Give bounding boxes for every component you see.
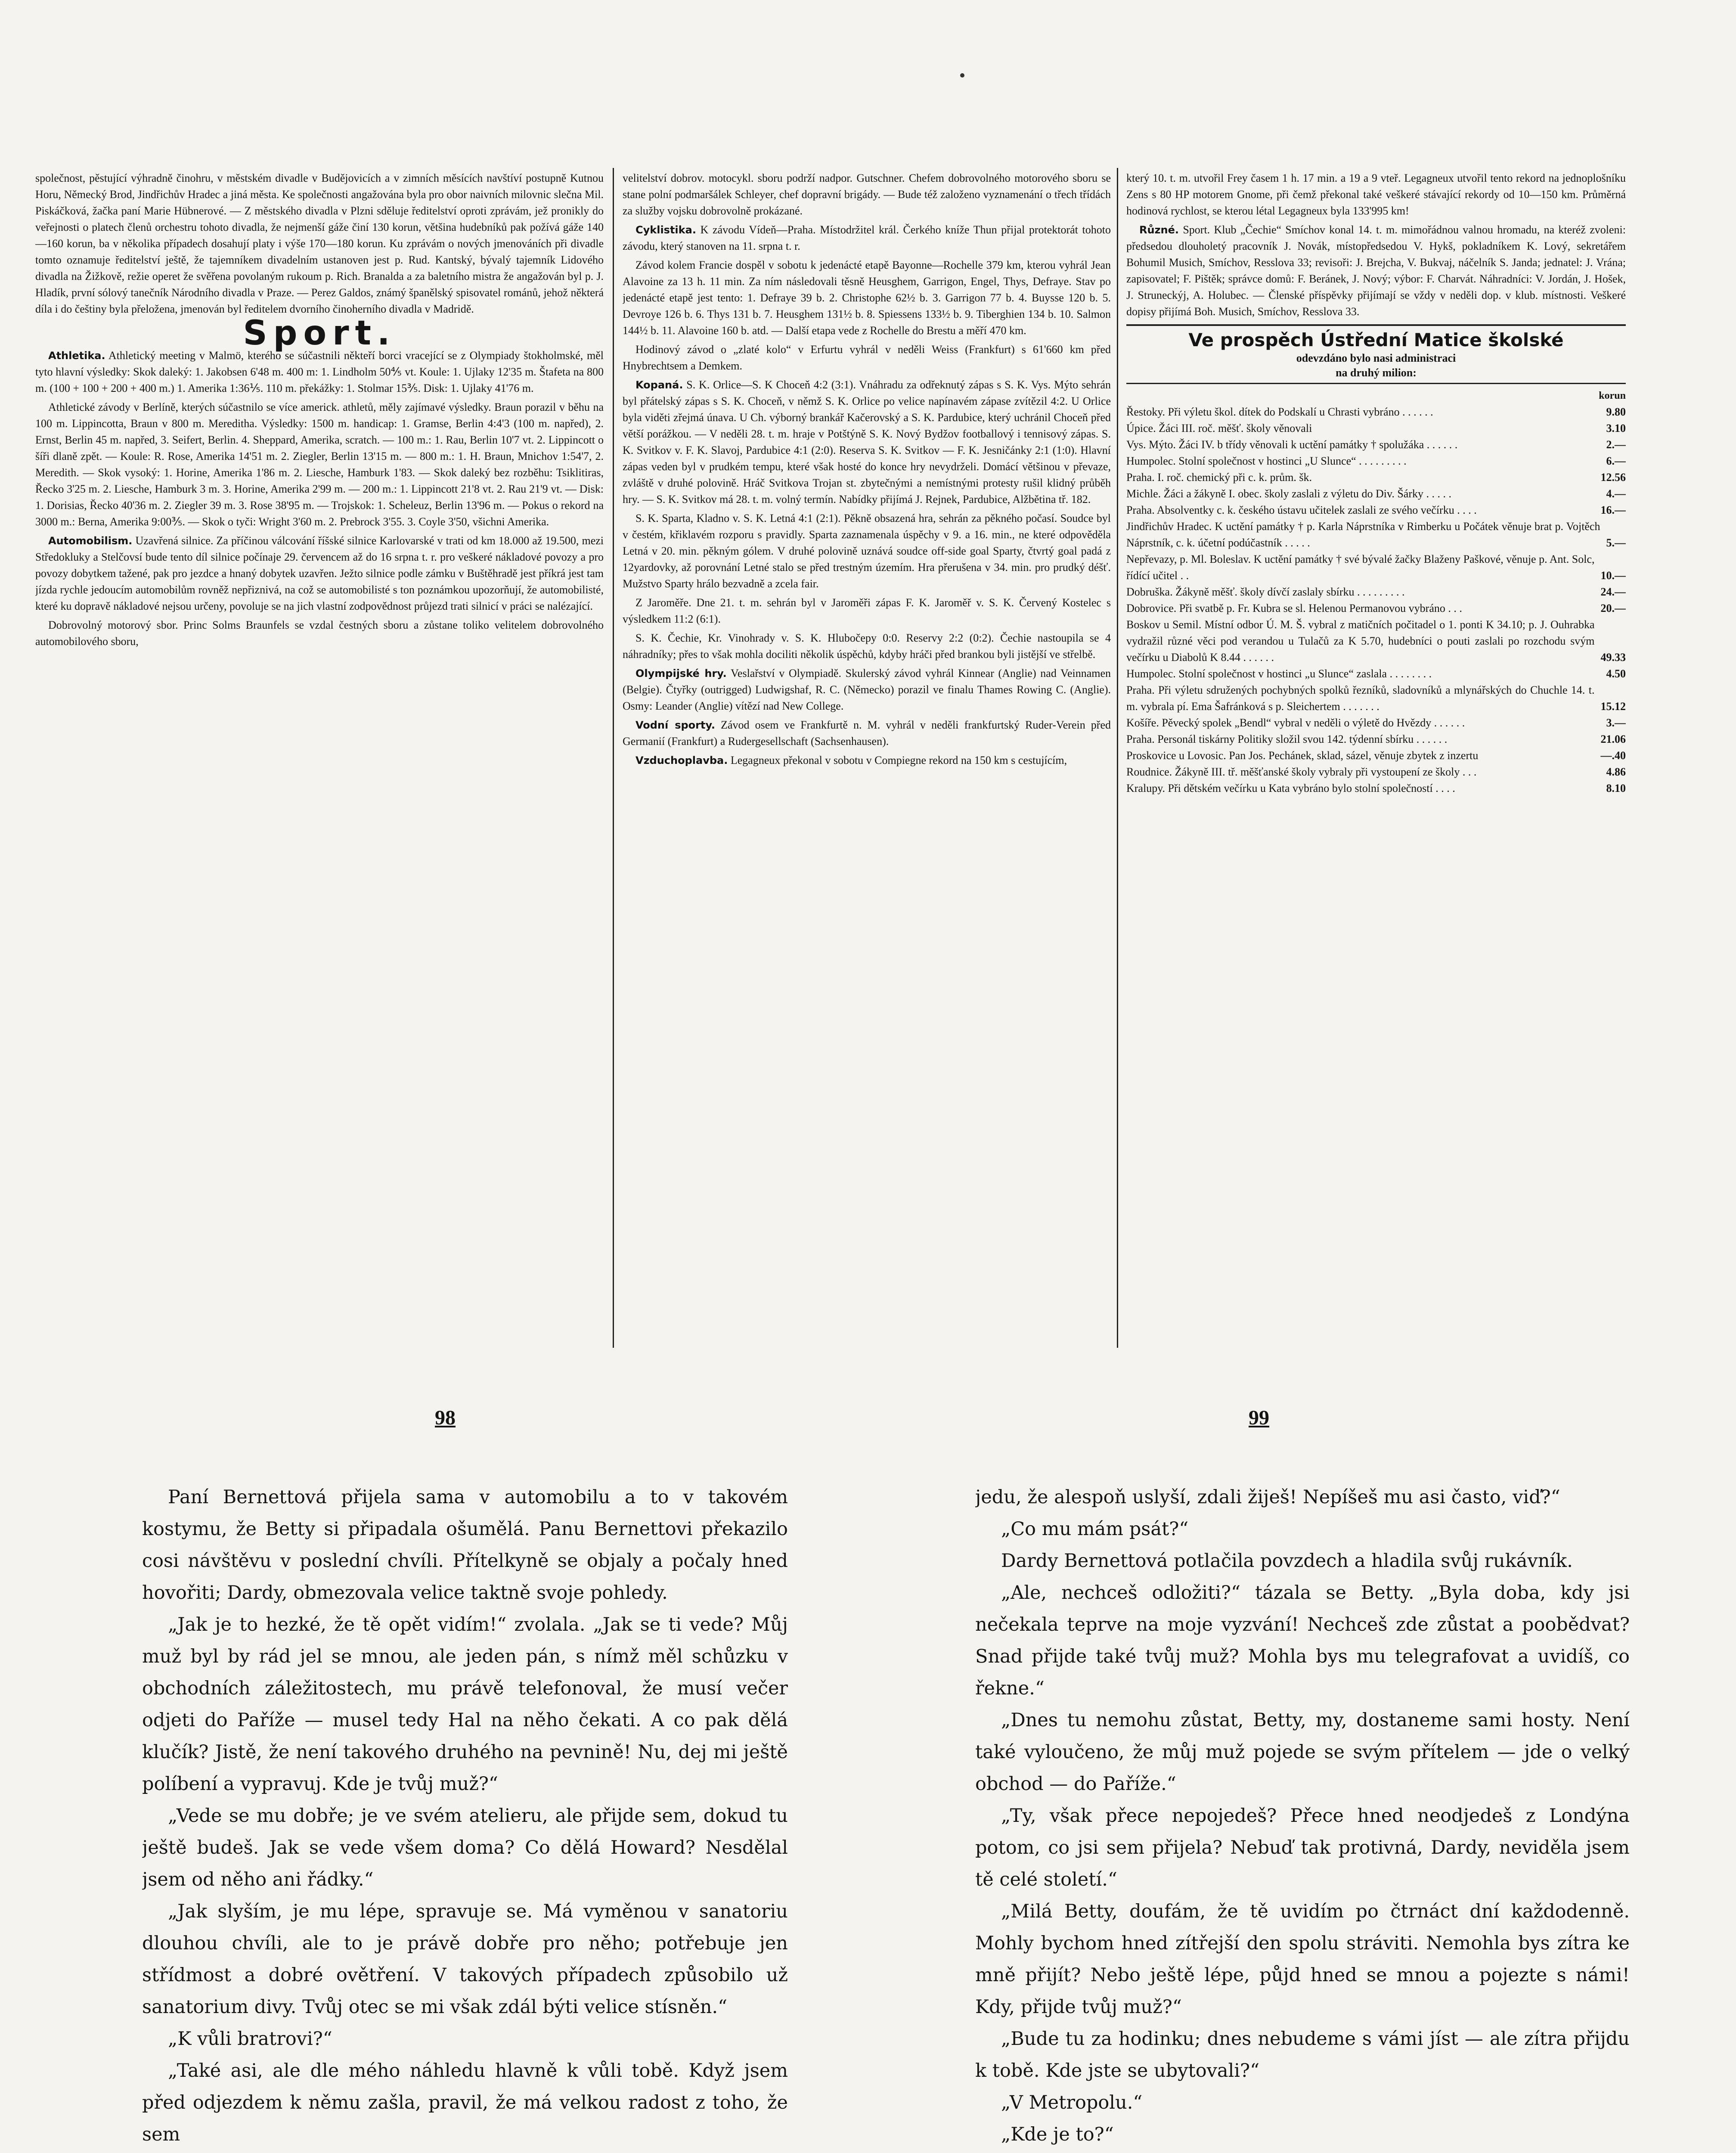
cechie-paragraph: S. K. Čechie, Kr. Vinohrady v. S. K. Hlubočepy 0:0. Reservy 2:2 (0:2). Čechie nastoupila se 4 náhradníky; přes to však mohla dociliti několik úspěchů, kdyby hráči před brankou byli jistější ve střelbě. [623, 632, 1111, 661]
donation-text: Praha. I. roč. chemický při c. k. prům. šk. [1126, 471, 1312, 484]
donation-amount: 3.10 [1606, 422, 1626, 434]
vzducho-text: Legagneux překonal v sobotu v Compiegne rekord na 150 km s cestujícím, [730, 754, 1067, 766]
donation-text: Humpolec. Stolní společnost v hostinci „u Slunce“ zaslala . . . . . . . . [1126, 667, 1432, 680]
donation-row [1126, 666, 1626, 682]
page-number-left: 98 [435, 1406, 456, 1429]
donation-text: Řestoky. Při výletu škol. dítek do Podskalí u Chrasti vybráno . . . . . . [1126, 406, 1433, 418]
donation-text: Nepřevazy, p. Ml. Boleslav. K uctění památky † své bývalé žačky Blaženy Paškové, věnuje p. Ant. Solc, řídící učitel . . [1126, 553, 1595, 582]
vodni-label: Vodní sporty. [636, 719, 716, 731]
donation-amount: 20.— [1600, 602, 1626, 614]
donation-row [1126, 453, 1626, 469]
sport-heading: Sport. [243, 314, 396, 353]
donation-text: Praha. Při výletu sdružených pochybných spolků řezníků, sladovníků a mlynářských do Chuchle 14. t. m. vybrala pí. Ema Šafránková s p. Sleichertem . . . . . . . [1126, 684, 1595, 713]
ruzne-label: Různé. [1139, 224, 1179, 236]
donation-row [1126, 600, 1626, 617]
donation-text: Praha. Absolventky c. k. českého ústavu učitelek zaslali ze svého večírku . . . . [1126, 504, 1477, 516]
donation-row [1126, 502, 1626, 518]
francie-paragraph: Závod kolem Francie dospěl v sobotu k jedenácté etapě Bayonne—Rochelle 379 km, kterou vyhrál Jean Alavoine za 13 h. 11 min. Za ním následovali těsně Heusghem, Garrigon, Engel, Thys, Defraye. Stav po jedenácté etapě jest tento: 1. Defraye 39 b. 2. Christophe 62½ b. 3. Garrigon 77 b. 4. Buysse 120 b. 5. Devroye 126 b. 6. Thys 131 b. 7. Heusghem 131½ b. 8. Spiessens 133½ b. 9. Tiberghien 134 b. 10. Salmon 144½ b. 11. Alavoine 160 b. atd. — Další etapa vede z Rochelle do Brestu a měří 470 km. [623, 259, 1111, 337]
donation-amount: 9.80 [1606, 406, 1626, 418]
donation-row [1126, 617, 1626, 666]
kopana-label: Kopaná. [636, 379, 683, 391]
cyklistika-label: Cyklistika. [636, 224, 696, 236]
donation-amount: 49.33 [1600, 651, 1626, 664]
donation-text: Dobruška. Žákyně měšť. školy dívčí zaslaly sbírku . . . . . . . . . [1126, 586, 1405, 598]
novel-paragraph: „Dnes tu nemohu zůstat, Betty, my, dostaneme sami hosty. Není také vyloučeno, že můj muž pojede se svým přítelem — jde o velký obchod — do Paříže.“ [975, 1709, 1630, 1795]
donation-amount: 4.86 [1606, 766, 1626, 778]
automobilism-label: Automobilism. [48, 535, 133, 547]
athletika-paragraph [35, 347, 604, 397]
donation-row [1126, 486, 1626, 502]
donation-amount: 16.— [1600, 504, 1626, 516]
donation-row [1126, 404, 1626, 420]
novel-paragraph: „Bude tu za hodinku; dnes nebudeme s vámi jíst — ale zítra přijdu k tobě. Kde jste se ubytovali?“ [975, 2028, 1630, 2082]
donation-row [1126, 518, 1626, 551]
novel-paragraph: Paní Bernettová přijela sama v automobilu a to v takovém kostymu, že Betty si připadala ošumělá. Panu Bernettovi překazilo cosi návštěvu v poslední chvíli. Přítelkyně se objaly a počaly hned hovořiti; Dardy, obmezovala velice taktně svoje pohledy. [142, 1486, 788, 1604]
donation-amount: 24.— [1600, 586, 1626, 598]
donation-text: Kralupy. Při dětském večírku u Kata vybráno bylo stolní společností . . . . [1126, 782, 1455, 794]
donation-text: Humpolec. Stolní společnost v hostinci „U Slunce“ . . . . . . . . . [1126, 455, 1407, 467]
automobilism-paragraph [35, 533, 604, 614]
donation-text: Praha. Personál tiskárny Politiky složil svou 142. týdenní sbírku . . . . . . [1126, 733, 1448, 745]
theatre-news: společnost, pěstující výhradně činohru, v městském divadle v Budějovicích a v zimních měsících navštíví postupně Kutnou Horu, Německý Brod, Jindřichův Hradec a jiná města. Ke společnosti angažována byla pro obor naivních milovnic slečna Mil. Piskáčková, žačka paní Marie Hübnerové. — Z městského divadla v Plzni sděluje ředitelství oproti zprávám, jež pronikly do veřejnosti o platech členů orchestru tohoto divadla, že nejmenší gáže činí 130 korun, většina hudebníků pak požívá gáže 140—160 korun, ba v několika případech dosahují platy i výše 170—180 korun. Ku zprávám o nových jmenováních při divadle tomto oznamuje ředitelství ještě, že tajemníkem divadelním ustanoven jest p. Rud. Kantský, bývalý tajemník Lidového divadla na Žižkově, režie operet že svěřena povolaným rukoum p. Rich. Branalda a za baletního mistra že angažován byl p. J. Hladík, první sólový tanečník Národního divadla v Praze. — Perez Galdos, známý španělský spisovatel románů, jehož některá díla i do češtiny byla přeložena, jmenován byl ředitelem dvorního činoherního divadla v Madridě. [35, 172, 604, 315]
donation-amount: 21.06 [1600, 733, 1626, 745]
dobrovolny-paragraph: Dobrovolný motorový sbor. Princ Solms Braunfels se vzdal čestných sboru a zůstane toliko velitelem dobrovolného automobilového sboru, [35, 619, 604, 648]
donation-amount: 15.12 [1600, 700, 1626, 713]
korun-heading: korun [1599, 390, 1626, 401]
donation-amount: 4.50 [1606, 667, 1626, 680]
jaromer-paragraph: Z Jaroměře. Dne 21. t. m. sehrán byl v Jaroměři zápas F. K. Jaroměř v. S. K. Červený Kostelec s výsledkem 11:2 (6:1). [623, 596, 1111, 625]
athletika-label: Athletika. [48, 350, 105, 362]
novel-paragraph: „Také asi, ale dle mého náhledu hlavně k vůli tobě. Když jsem před odjezdem k němu zašla, pravil, že má velkou radost z toho, že sem [142, 2060, 788, 2145]
donation-text: Jindřichův Hradec. K uctění památky † p. Karla Náprstníka v Rimberku u Počátek věnuje brat p. Vojtěch Náprstník, c. k. účetní podúčastník . . . . . [1126, 520, 1600, 549]
column-matice [1126, 170, 1626, 1346]
vodni-text: Závod osem ve Frankfurtě n. M. vyhrál v neděli frankfurtský Ruder-Verein před Germanií (Frankfurt) a Rudergesellschaft (Sachsenhausen). [623, 719, 1111, 748]
novel-paragraph: jedu, že alespoň uslyší, zdali žiješ! Nepíšeš mu asi často, viď?“ [975, 1486, 1560, 1508]
kopana-text: S. K. Orlice—S. K Choceň 4:2 (3:1). Vnáhradu za odřeknutý zápas s S. K. Vys. Mýto sehrán byl přátelský zápas s S. K. Choceň, v němž S. K. Orlice po velice napínavém zápase zvítězil 4:2. U Orlice byla viděti zřejmá únava. U Ch. výborný brankář Kačerovský a S. K. Pardubice, který uchránil Choceň před větší porážkou. — V neděli 28. t. m. hraje v Potštýně S. K. Nový Bydžov footballový i tennisový zápas. S. K. Svitkov v. F. K. Slavoj, Pardubice 4:1 (2:0). Reserva S. K. Svitkov — F. K. Jesničánky 2:1 (1:0). Hlavní zápas veden byl v prudkém tempu, které však hosté do konce hry nevydrželi. Domácí většinou v převaze, zvláště v druhé polovině. Hráč Svitkova Trojan st. zbytečnými a nemístnými protesty rušil klidný průběh hry. — S. K. Svitkov má 28. t. m. volný termín. Nabídky přijímá J. Rejnek, Pardubice, Alžbětina tř. 182. [623, 378, 1111, 506]
novel-paragraph: „Kde je to?“ [1001, 2124, 1114, 2145]
donation-row [1126, 780, 1626, 797]
donation-row [1126, 682, 1626, 715]
matice-title: Ve prospěch Ústřední Matice školské [1188, 329, 1564, 351]
donation-amount: 8.10 [1606, 782, 1626, 794]
donation-amount: 2.— [1606, 438, 1626, 451]
novel-paragraph: „Co mu mám psát?“ [1001, 1518, 1189, 1540]
olympic-text: Veslařství v Olympiadě. Skulerský závod vyhrál Kinnear (Anglie) nad Veinnamen (Belgie). Čtyřky (outrigged) Ludwigshaf, R. C. (Německo) porazil ve finalu Thames Rowing C. (Anglie). Osmy: Leander (Anglie) vítězí nad New College. [623, 667, 1111, 712]
page-number-right: 99 [1249, 1406, 1269, 1429]
donation-amount: 4.— [1606, 487, 1626, 500]
donation-text: Roudnice. Žákyně III. tř. měšťanské školy vybraly při vystoupení ze školy . . . [1126, 766, 1477, 778]
novel-paragraph: „K vůli bratrovi?“ [168, 2028, 332, 2050]
hodinovy-paragraph: Hodinový závod o „zlaté kolo“ v Erfurtu vyhrál v neděli Weiss (Frankfurt) s 61'660 km před Hnybrechtsem a Demkem. [623, 343, 1111, 372]
berlin-paragraph: Athletické závody v Berlíně, kterých súčastnilo se více americk. athletů, měly zajímavé výsledky. Braun porazil v běhu na 100 m. Lippincotta, Braun v 800 m. Mereditha. Výsledky: 1500 m. handicap: 1. Gramse, Berlin 4:4'3 (100 m. napřed), 2. Ernst, Berlin 45 m. napřed, 3. Seifert, Berlin. 4. Sheppard, Amerika, scratch. — 100 m.: 1. Rau, Berlin 10'7 vt. 2. Lippincott o šíři dlaně zpět. — Koule: R. Rose, Amerika 14'51 m. 2. Ziegler, Berlin 13'15 m. — 800 m.: 1. H. Braun, Mnichov 1:54'7, 2. Meredith. — Skok vysoký: 1. Horine, Amerika 1'86 m. 2. Liesche, Hamburk 1'83. — Skok daleký bez rozběhu: Tsiklitiras, Řecko 3'25 m. 2. Liesche, Hamburk 3 m. 3. Horine, Amerika 2'99 m. — 200 m.: 1. Lippincott 21'8 vt. 2. Rau 21'9 vt. — Disk: 1. Dorisias, Řecko 40'36 m. 2. Ziegler 39 m. 3. Rose 38'95 m. — Trojskok: 1. Scheleuz, Berlin 13'96 m. — Pokus o rekord na 3000 m.: Berna, Amerika 9:00⅗. — Skok o tyči: Wright 3'60 m. 2. Prebrock 3'55. 3. Coyle 3'50, všichni Amerika. [35, 401, 604, 528]
decorative-dot [960, 73, 964, 78]
athletika-text: Athletický meeting v Malmö, kterého se súčastnili někteří borci vracející se z Olympiady štokholmské, měl tyto hlavní výsledky: Skok daleký: 1. Jakobsen 6'48 m. 400 m: 1. Lindholm 50⅘ vt. Koule: 1. Ujlaky 12'35 m. Štafeta na 800 m. (100 + 100 + 200 + 400 m.) 1. Amerika 1:36⅕. 110 m. překážky: 1. Stolmar 15⅗. Disk: 1. Ujlaky 41'76 m. [35, 349, 604, 394]
donation-row [1126, 764, 1626, 780]
donation-text: Michle. Žáci a žákyně I. obec. školy zaslali z výletu do Div. Šárky . . . . . [1126, 487, 1451, 500]
donation-row [1126, 551, 1626, 584]
cyklistika-text: K závodu Vídeň—Praha. Místodržitel král. Čerkého kníže Thun přijal protektorát tohoto závodu, který stanoven na 11. srpna t. r. [623, 223, 1111, 252]
novel-paragraph: „V Metropolu.“ [1001, 2092, 1143, 2113]
ruzne-paragraph [1126, 222, 1626, 320]
donation-list [1126, 404, 1626, 797]
donation-amount: 3.— [1606, 717, 1626, 729]
vzducho-label: Vzduchoplavba. [636, 754, 728, 766]
motocykl-paragraph: velitelství dobrov. motocykl. sboru podrží nadpor. Gutschner. Chefem dobrovolného motorového sboru se stane polní podmaršálek Schleyer, chef dopravní brigády. — Bude též založeno vyznamenání o třech třídách za služby vojsku dobrovolně prokázané. [623, 172, 1111, 217]
donation-row [1126, 437, 1626, 453]
cyklistika-paragraph [623, 222, 1111, 254]
olympic-paragraph [623, 665, 1111, 714]
matice-header [1126, 324, 1626, 384]
donation-amount: 10.— [1600, 569, 1626, 582]
column-rule-1 [613, 168, 614, 1348]
vodni-paragraph [623, 717, 1111, 750]
automobilism-text: Uzavřená silnice. Za příčinou válcování říšské silnice Karlovarské v trati od km 18.000 až 19.500, mezi Středokluky a Stelčovsí bude tento díl silnice počínaje 29. červencem až do 16 srpna t. r. pro veškeré nákladové povozy a pro povozy dobytkem tažené, pak pro jezdce a hnaný dobytek uzavřen. Ježto silnice podle zámku v Buštěhradě jest příkrá jest tam jízda rychle jedoucím automobilům rovněž nepřiznivá, na což se automobilisté s ton poznámkou upozorňují, že automobilisté, které ku dopravě nákladové nejsou určeny, povoluje se na jich vlastní zodpovědnost průjezd trati silnicí v práci se nalézající. [35, 534, 604, 612]
sparta-paragraph: S. K. Sparta, Kladno v. S. K. Letná 4:1 (2:1). Pěkně obsazená hra, sehrán za pěkného počasí. Soudce byl v čestém, křiklavém rozporu s pravidly. Sparta zaznamenala úspěchy v 9. a 16. min., ne které odpověděla Letná v 20. min. pěkným gólem. V druhé polovině uznává soudce off-side goal Sparty, čtvrtý goal padá z 12yardovky, až porovnání Letné stalo se před trestným územím. Hra přerušena v 34. min. pro prudký déšť. Mužstvo Sparty hrálo bezvadně a zcela fair. [623, 512, 1111, 590]
kopana-paragraph [623, 377, 1111, 508]
column-sport-news [623, 170, 1111, 1346]
donation-row [1126, 469, 1626, 486]
novel-paragraph: „Ale, nechceš odložiti?“ tázala se Betty. „Byla doba, kdy jsi nečekala teprve na moje vyzvání! Nechceš zde zůstat a poobědvat? Snad přijde také tvůj muž? Mohla bys mu telegrafovat a uvidíš, co řekne.“ [975, 1582, 1630, 1699]
donation-row [1126, 748, 1626, 764]
novel-paragraph: „Jak slyším, je mu lépe, spravuje se. Má vyměnou v sanatoriu dlouhou chvíli, ale to je právě dobře pro něho; potřebuje jen střídmost a dobré ovětření. V takových případech způsobilo už sanatorium divy. Tvůj otec se mi však zdál býti velice stísněn.“ [142, 1901, 788, 2018]
matice-subtitle-2: na druhý milion: [1336, 366, 1417, 379]
vzducho-paragraph [623, 752, 1111, 769]
donation-text: Boskov u Semil. Místní odbor Ú. M. Š. vybral z matičních počitadel o 1. ponti K 34.10; p. J. Ouhrabka vydražil různé věci pod verandou u Tulačů za K 5.70, hudebníci o pouti zaslali po rozchodu svým večírku u Diabolů K 8.44 . . . . . . [1126, 618, 1595, 664]
donation-row [1126, 584, 1626, 600]
matice-subtitle-1: odevzdáno bylo nasi administraci [1296, 352, 1456, 364]
donation-row [1126, 715, 1626, 731]
donation-amount: 6.— [1606, 455, 1626, 467]
novel-page-right [975, 1481, 1630, 2153]
novel-page-left [142, 1481, 788, 2153]
novel-paragraph: „Milá Betty, doufám, že tě uvidím po čtrnáct dní každodenně. Mohly bychom hned zítřejší den spolu stráviti. Nemohla bys zítra ke mně přijít? Nebo ještě lépe, půjd hned se mnou a pojezte s námi! Kdy, přijde tvůj muž?“ [975, 1901, 1630, 2018]
novel-paragraph: Dardy Bernettová potlačila povzdech a hladila svůj rukávník. [1001, 1550, 1573, 1572]
donation-text: Úpice. Žáci III. roč. měšť. školy věnovali [1126, 422, 1312, 434]
donation-amount: 5.— [1606, 537, 1626, 549]
donation-text: Košíře. Pěvecký spolek „Bendl“ vybral v neděli o výletě do Hvězdy . . . . . . [1126, 717, 1465, 729]
donation-text: Proskovice u Lovosic. Pan Jos. Pechánek, sklad, sázel, věnuje zbytek z inzertu [1126, 749, 1479, 762]
donation-amount: —.40 [1600, 749, 1626, 762]
donation-row [1126, 731, 1626, 748]
column-rule-2 [1117, 168, 1118, 1348]
novel-paragraph: „Ty, však přece nepojedeš? Přece hned neodjedeš z Londýna potom, co jsi sem přijela? Nebuď tak protivná, Dardy, neviděla jsem tě celé století.“ [975, 1805, 1630, 1890]
donation-text: Dobrovice. Při svatbě p. Fr. Kubra se sl. Helenou Permanovou vybráno . . . [1126, 602, 1462, 614]
novel-paragraph: „Jak je to hezké, že tě opět vidím!“ zvolala. „Jak se ti vede? Můj muž byl by rád jel se mnou, ale jeden pán, s nímž měl schůzku v obchodních záležitostech, mu právě telefonoval, že musí večer odjeti do Paříže — musel tedy Hal na něho čekati. A co pak dělá klučík? Jistě, že není takového druhého na pevnině! Nu, dej mi ještě políbení a vypravuj. Kde je tvůj muž?“ [142, 1614, 788, 1795]
legagneux-paragraph: který 10. t. m. utvořil Frey časem 1 h. 17 min. a 19 a 9 vteř. Legagneux utvořil tento rekord na jednoplošníku Zens s 80 HP motorem Gnome, při čemž překonal také veškeré stávající rekordy od 10—150 km. Průměrná hodinová rychlost, se kterou létal Legagneux byla 133'995 km! [1126, 172, 1626, 217]
donation-text: Vys. Mýto. Žáci IV. b třídy věnovali k uctění památky † spolužáka . . . . . . [1126, 438, 1458, 451]
ruzne-text: Sport. Klub „Čechie“ Smíchov konal 14. t. m. mimořádnou valnou hromadu, na kteréž zvoleni: předsedou dlouholetý pracovník J. Novák, místopředsedou V. Hykš, pokladníkem K. Lový, sekretářem Bohumil Musich, Smíchov, Resslova 33; revisoři: J. Brejcha, V. Bukvaj, náčelník S. Janda; jednatel: J. Vrána; zapisovatel; F. Pištěk; správce domů: F. Beránek, J. Nový; výbor: F. Charvát. Náhradníci: V. Jordán, J. Hošek, J. Struneckýj, A. Holubec. — Členské příspěvky přijímají se vždy v neděli dop. v klub. místnosti. Veškeré dopisy přijímá Boh. Musich, Smíchov, Resslova 33. [1126, 223, 1626, 318]
donation-row [1126, 420, 1626, 437]
olympic-label: Olympijské hry. [636, 667, 727, 679]
novel-paragraph: „Vede se mu dobře; je ve svém atelieru, ale přijde sem, dokud tu ještě budeš. Jak se vede všem doma? Co dělá Howard? Nesdělal jsem od něho ani řádky.“ [142, 1805, 788, 1890]
column-culture-sport [35, 170, 604, 1346]
donation-amount: 12.56 [1600, 471, 1626, 484]
